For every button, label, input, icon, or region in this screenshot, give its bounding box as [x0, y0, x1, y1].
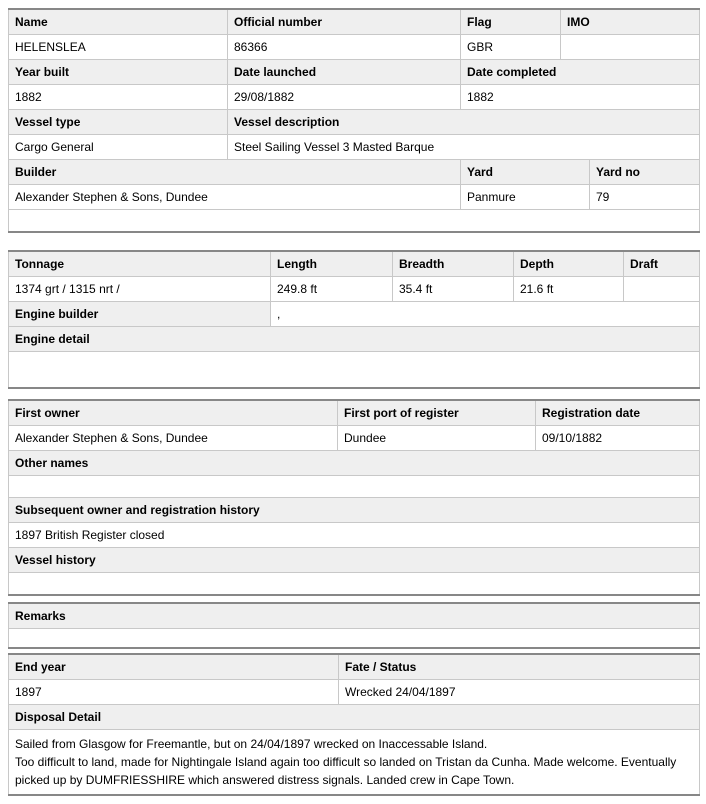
name-label: Name — [9, 9, 228, 35]
engine-builder-value: , — [271, 302, 700, 327]
first-owner-value: Alexander Stephen & Sons, Dundee — [9, 426, 338, 451]
imo-label: IMO — [561, 9, 700, 35]
other-names-header-row — [9, 451, 700, 476]
engine-builder-label: Engine builder — [9, 302, 271, 327]
date-launched-value: 29/08/1882 — [228, 85, 461, 110]
official-number-value: 86366 — [228, 35, 461, 60]
type-value-row — [9, 135, 700, 160]
breadth-value: 35.4 ft — [393, 277, 514, 302]
first-port-value: Dundee — [338, 426, 536, 451]
engine-detail-header-row — [9, 327, 700, 352]
official-number-label: Official number — [228, 9, 461, 35]
other-names-label: Other names — [9, 451, 700, 476]
disposal-value-row — [9, 730, 700, 796]
identity-table — [8, 8, 700, 233]
build-dates-value-row — [9, 85, 700, 110]
fate-status-label: Fate / Status — [339, 654, 700, 680]
subsequent-owner-header-row — [9, 498, 700, 523]
remarks-value-row — [9, 629, 700, 649]
first-port-label: First port of register — [338, 400, 536, 426]
vessel-description-label: Vessel description — [228, 110, 700, 135]
flag-label: Flag — [461, 9, 561, 35]
vessel-type-value: Cargo General — [9, 135, 228, 160]
owner-header-row — [9, 400, 700, 426]
registration-table — [8, 399, 700, 596]
subsequent-owner-label: Subsequent owner and registration history — [9, 498, 700, 523]
disposal-detail-line-1: Sailed from Glasgow for Freemantle, but on 24/04/1897 wrecked on Inaccessable Island. — [15, 737, 488, 751]
blank-row — [9, 210, 700, 233]
fate-value-row — [9, 680, 700, 705]
identity-header-row — [9, 9, 700, 35]
depth-value: 21.6 ft — [514, 277, 624, 302]
remarks-label: Remarks — [9, 603, 700, 629]
tonnage-value: 1374 grt / 1315 nrt / — [9, 277, 271, 302]
engine-detail-value — [9, 352, 700, 389]
tonnage-label: Tonnage — [9, 251, 271, 277]
disposal-detail-line-2: Too difficult to land, made for Nightingale Island again too difficult so landed on Tristan da Cunha. Made welcome. Eventually picked up by DUMFRIESSHIRE which answered distress signals. Landed crew in Cape Town. — [15, 755, 677, 787]
breadth-label: Breadth — [393, 251, 514, 277]
other-names-value — [9, 476, 700, 498]
year-built-label: Year built — [9, 60, 228, 85]
engine-detail-value-row — [9, 352, 700, 389]
fate-status-value: Wrecked 24/04/1897 — [339, 680, 700, 705]
date-completed-label: Date completed — [461, 60, 700, 85]
disposal-header-row — [9, 705, 700, 730]
yard-value: Panmure — [461, 185, 590, 210]
remarks-value — [9, 629, 700, 649]
blank-cell — [9, 210, 700, 233]
end-year-value: 1897 — [9, 680, 339, 705]
builder-label: Builder — [9, 160, 461, 185]
draft-label: Draft — [624, 251, 700, 277]
year-built-value: 1882 — [9, 85, 228, 110]
disposal-detail-label: Disposal Detail — [9, 705, 700, 730]
vessel-history-value — [9, 573, 700, 596]
first-owner-label: First owner — [9, 400, 338, 426]
date-completed-value: 1882 — [461, 85, 700, 110]
type-header-row — [9, 110, 700, 135]
owner-value-row — [9, 426, 700, 451]
vessel-history-label: Vessel history — [9, 548, 700, 573]
vessel-history-value-row — [9, 573, 700, 596]
dimensions-table — [8, 250, 700, 389]
length-value: 249.8 ft — [271, 277, 393, 302]
imo-value — [561, 35, 700, 60]
build-dates-header-row — [9, 60, 700, 85]
registration-date-value: 09/10/1882 — [536, 426, 700, 451]
draft-value — [624, 277, 700, 302]
subsequent-owner-value-row — [9, 523, 700, 548]
depth-label: Depth — [514, 251, 624, 277]
flag-value: GBR — [461, 35, 561, 60]
dimensions-value-row — [9, 277, 700, 302]
builder-value: Alexander Stephen & Sons, Dundee — [9, 185, 461, 210]
vessel-description-value: Steel Sailing Vessel 3 Masted Barque — [228, 135, 700, 160]
yard-no-label: Yard no — [590, 160, 700, 185]
yard-label: Yard — [461, 160, 590, 185]
disposal-detail-value — [9, 730, 700, 796]
fate-header-row — [9, 654, 700, 680]
subsequent-owner-value: 1897 British Register closed — [9, 523, 700, 548]
fate-table — [8, 653, 700, 796]
vessel-history-header-row — [9, 548, 700, 573]
engine-detail-label: Engine detail — [9, 327, 700, 352]
vessel-record-page — [8, 8, 706, 796]
name-value: HELENSLEA — [9, 35, 228, 60]
registration-date-label: Registration date — [536, 400, 700, 426]
end-year-label: End year — [9, 654, 339, 680]
dimensions-header-row — [9, 251, 700, 277]
builder-header-row — [9, 160, 700, 185]
remarks-header-row — [9, 603, 700, 629]
identity-value-row — [9, 35, 700, 60]
other-names-value-row — [9, 476, 700, 498]
date-launched-label: Date launched — [228, 60, 461, 85]
yard-no-value: 79 — [590, 185, 700, 210]
engine-builder-row — [9, 302, 700, 327]
builder-value-row — [9, 185, 700, 210]
length-label: Length — [271, 251, 393, 277]
remarks-table — [8, 602, 700, 649]
vessel-type-label: Vessel type — [9, 110, 228, 135]
